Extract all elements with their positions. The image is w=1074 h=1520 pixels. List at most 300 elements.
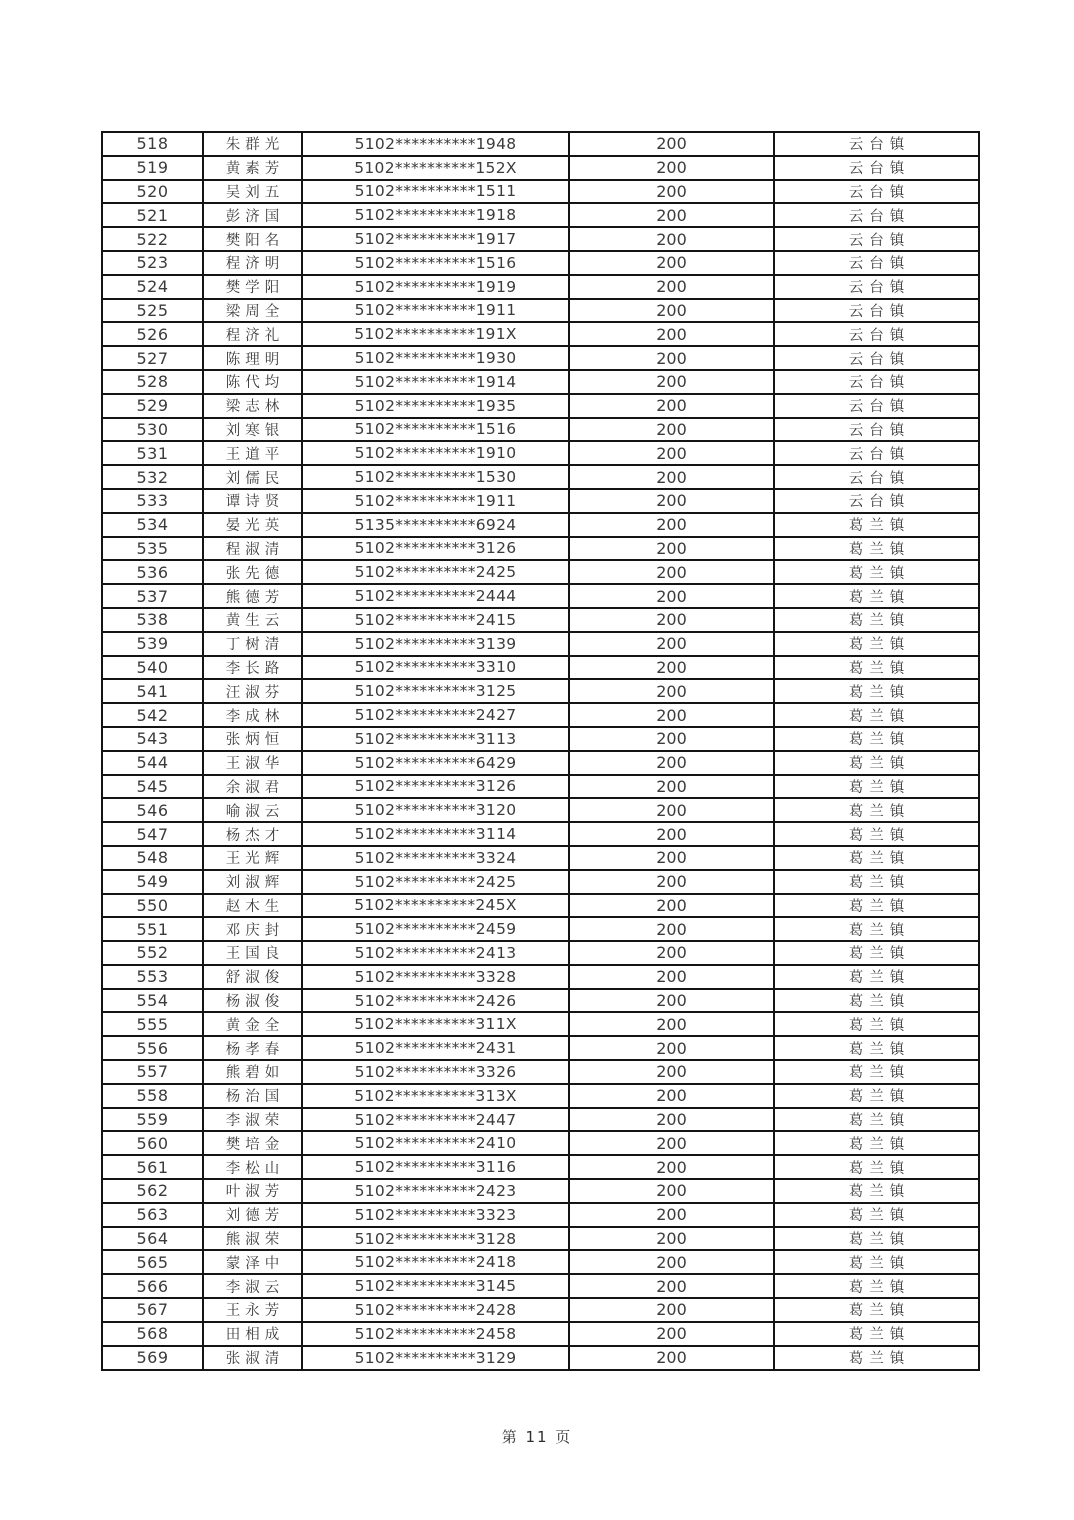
cell-amount: 200 [569, 465, 774, 489]
cell-amount: 200 [569, 822, 774, 846]
table-row [102, 1036, 979, 1060]
cell-name: 杨孝春 [203, 1036, 302, 1060]
cell-town: 云台镇 [774, 370, 979, 394]
cell-town: 云台镇 [774, 203, 979, 227]
cell-town: 云台镇 [774, 441, 979, 465]
cell-town: 云台镇 [774, 394, 979, 418]
table-row [102, 846, 979, 870]
cell-id-number: 5102**********3120 [302, 798, 569, 822]
cell-name: 余淑君 [203, 775, 302, 799]
cell-town: 云台镇 [774, 275, 979, 299]
cell-amount: 200 [569, 1012, 774, 1036]
cell-amount: 200 [569, 322, 774, 346]
cell-serial: 535 [102, 537, 203, 561]
cell-town: 葛兰镇 [774, 1036, 979, 1060]
table-row [102, 132, 979, 156]
cell-name: 黄生云 [203, 608, 302, 632]
table-row [102, 1131, 979, 1155]
table-row [102, 299, 979, 323]
cell-name: 李长路 [203, 656, 302, 680]
cell-amount: 200 [569, 180, 774, 204]
cell-town: 葛兰镇 [774, 1346, 979, 1370]
cell-town: 葛兰镇 [774, 1250, 979, 1274]
cell-name: 汪淑芬 [203, 679, 302, 703]
table-row [102, 894, 979, 918]
cell-amount: 200 [569, 703, 774, 727]
table-row [102, 679, 979, 703]
cell-amount: 200 [569, 917, 774, 941]
cell-town: 葛兰镇 [774, 679, 979, 703]
cell-name: 朱群光 [203, 132, 302, 156]
cell-id-number: 5102**********2427 [302, 703, 569, 727]
cell-serial: 548 [102, 846, 203, 870]
cell-amount: 200 [569, 299, 774, 323]
cell-amount: 200 [569, 1274, 774, 1298]
cell-id-number: 5102**********1948 [302, 132, 569, 156]
cell-town: 葛兰镇 [774, 1322, 979, 1346]
cell-id-number: 5102**********313X [302, 1084, 569, 1108]
table-row [102, 513, 979, 537]
table-row [102, 203, 979, 227]
cell-name: 梁志林 [203, 394, 302, 418]
cell-amount: 200 [569, 1203, 774, 1227]
table-row [102, 1060, 979, 1084]
cell-id-number: 5102**********3126 [302, 775, 569, 799]
cell-town: 葛兰镇 [774, 846, 979, 870]
cell-serial: 542 [102, 703, 203, 727]
cell-id-number: 5102**********2431 [302, 1036, 569, 1060]
cell-amount: 200 [569, 1346, 774, 1370]
cell-id-number: 5102**********1530 [302, 465, 569, 489]
cell-id-number: 5135**********6924 [302, 513, 569, 537]
cell-id-number: 5102**********1910 [302, 441, 569, 465]
cell-serial: 558 [102, 1084, 203, 1108]
cell-amount: 200 [569, 1131, 774, 1155]
cell-amount: 200 [569, 251, 774, 275]
cell-serial: 549 [102, 870, 203, 894]
cell-id-number: 5102**********1930 [302, 346, 569, 370]
cell-serial: 526 [102, 322, 203, 346]
cell-town: 云台镇 [774, 156, 979, 180]
cell-id-number: 5102**********1918 [302, 203, 569, 227]
cell-serial: 553 [102, 965, 203, 989]
cell-id-number: 5102**********2458 [302, 1322, 569, 1346]
cell-id-number: 5102**********1935 [302, 394, 569, 418]
cell-name: 喻淑云 [203, 798, 302, 822]
table-row [102, 418, 979, 442]
cell-town: 葛兰镇 [774, 537, 979, 561]
cell-amount: 200 [569, 275, 774, 299]
cell-name: 刘儒民 [203, 465, 302, 489]
table-row [102, 1012, 979, 1036]
cell-name: 张炳恒 [203, 727, 302, 751]
cell-serial: 531 [102, 441, 203, 465]
cell-id-number: 5102**********311X [302, 1012, 569, 1036]
cell-amount: 200 [569, 418, 774, 442]
cell-amount: 200 [569, 656, 774, 680]
cell-serial: 532 [102, 465, 203, 489]
cell-name: 叶淑芳 [203, 1179, 302, 1203]
cell-name: 王国良 [203, 941, 302, 965]
table-row [102, 608, 979, 632]
cell-serial: 560 [102, 1131, 203, 1155]
cell-amount: 200 [569, 394, 774, 418]
cell-name: 谭诗贤 [203, 489, 302, 513]
cell-town: 葛兰镇 [774, 870, 979, 894]
cell-amount: 200 [569, 227, 774, 251]
cell-name: 樊阳名 [203, 227, 302, 251]
cell-serial: 565 [102, 1250, 203, 1274]
cell-town: 云台镇 [774, 251, 979, 275]
table-row [102, 751, 979, 775]
cell-town: 葛兰镇 [774, 751, 979, 775]
cell-town: 葛兰镇 [774, 1179, 979, 1203]
table-row [102, 489, 979, 513]
table-row [102, 227, 979, 251]
cell-town: 葛兰镇 [774, 608, 979, 632]
cell-name: 王永芳 [203, 1298, 302, 1322]
cell-town: 葛兰镇 [774, 798, 979, 822]
cell-name: 王淑华 [203, 751, 302, 775]
table-row [102, 584, 979, 608]
cell-name: 张先德 [203, 560, 302, 584]
cell-amount: 200 [569, 775, 774, 799]
cell-amount: 200 [569, 537, 774, 561]
cell-name: 黄素芳 [203, 156, 302, 180]
table-row [102, 275, 979, 299]
cell-town: 云台镇 [774, 322, 979, 346]
cell-amount: 200 [569, 870, 774, 894]
cell-amount: 200 [569, 608, 774, 632]
cell-id-number: 5102**********191X [302, 322, 569, 346]
table-row [102, 1084, 979, 1108]
cell-name: 梁周全 [203, 299, 302, 323]
cell-town: 葛兰镇 [774, 1298, 979, 1322]
cell-town: 云台镇 [774, 180, 979, 204]
cell-serial: 556 [102, 1036, 203, 1060]
cell-serial: 538 [102, 608, 203, 632]
cell-name: 熊碧如 [203, 1060, 302, 1084]
cell-name: 程淑清 [203, 537, 302, 561]
table-row [102, 465, 979, 489]
cell-id-number: 5102**********2415 [302, 608, 569, 632]
table-row [102, 632, 979, 656]
table-row [102, 965, 979, 989]
cell-amount: 200 [569, 132, 774, 156]
cell-amount: 200 [569, 441, 774, 465]
cell-serial: 563 [102, 1203, 203, 1227]
table-row [102, 1108, 979, 1132]
cell-id-number: 5102**********3310 [302, 656, 569, 680]
table-row [102, 156, 979, 180]
cell-name: 彭济国 [203, 203, 302, 227]
cell-id-number: 5102**********1511 [302, 180, 569, 204]
cell-name: 樊培金 [203, 1131, 302, 1155]
cell-id-number: 5102**********2447 [302, 1108, 569, 1132]
cell-serial: 546 [102, 798, 203, 822]
cell-town: 葛兰镇 [774, 632, 979, 656]
cell-id-number: 5102**********2425 [302, 870, 569, 894]
cell-serial: 559 [102, 1108, 203, 1132]
cell-id-number: 5102**********3126 [302, 537, 569, 561]
cell-serial: 547 [102, 822, 203, 846]
cell-serial: 551 [102, 917, 203, 941]
table-row [102, 370, 979, 394]
cell-town: 云台镇 [774, 132, 979, 156]
cell-amount: 200 [569, 1155, 774, 1179]
cell-town: 葛兰镇 [774, 727, 979, 751]
cell-town: 云台镇 [774, 489, 979, 513]
cell-id-number: 5102**********1516 [302, 251, 569, 275]
cell-amount: 200 [569, 1108, 774, 1132]
table-row [102, 656, 979, 680]
table-row [102, 917, 979, 941]
table-row [102, 941, 979, 965]
cell-id-number: 5102**********1914 [302, 370, 569, 394]
table-row [102, 822, 979, 846]
cell-town: 葛兰镇 [774, 1084, 979, 1108]
table-row [102, 346, 979, 370]
cell-serial: 557 [102, 1060, 203, 1084]
cell-town: 葛兰镇 [774, 1060, 979, 1084]
cell-serial: 522 [102, 227, 203, 251]
cell-amount: 200 [569, 346, 774, 370]
table-row [102, 798, 979, 822]
cell-serial: 566 [102, 1274, 203, 1298]
cell-serial: 528 [102, 370, 203, 394]
cell-id-number: 5102**********3129 [302, 1346, 569, 1370]
cell-id-number: 5102**********3326 [302, 1060, 569, 1084]
cell-amount: 200 [569, 513, 774, 537]
cell-id-number: 5102**********3324 [302, 846, 569, 870]
cell-serial: 568 [102, 1322, 203, 1346]
cell-id-number: 5102**********2418 [302, 1250, 569, 1274]
cell-serial: 561 [102, 1155, 203, 1179]
cell-id-number: 5102**********3323 [302, 1203, 569, 1227]
cell-id-number: 5102**********2426 [302, 989, 569, 1013]
table-row [102, 1322, 979, 1346]
cell-serial: 540 [102, 656, 203, 680]
cell-id-number: 5102**********2413 [302, 941, 569, 965]
cell-name: 刘德芳 [203, 1203, 302, 1227]
cell-serial: 567 [102, 1298, 203, 1322]
cell-serial: 536 [102, 560, 203, 584]
beneficiary-table [101, 131, 980, 1371]
cell-name: 田相成 [203, 1322, 302, 1346]
cell-town: 葛兰镇 [774, 941, 979, 965]
cell-id-number: 5102**********245X [302, 894, 569, 918]
cell-town: 葛兰镇 [774, 703, 979, 727]
cell-id-number: 5102**********2423 [302, 1179, 569, 1203]
cell-name: 邓庆封 [203, 917, 302, 941]
cell-name: 李松山 [203, 1155, 302, 1179]
cell-name: 王道平 [203, 441, 302, 465]
cell-id-number: 5102**********3328 [302, 965, 569, 989]
table-row [102, 1346, 979, 1370]
cell-amount: 200 [569, 1084, 774, 1108]
cell-amount: 200 [569, 894, 774, 918]
cell-id-number: 5102**********1917 [302, 227, 569, 251]
cell-name: 舒淑俊 [203, 965, 302, 989]
cell-name: 杨淑俊 [203, 989, 302, 1013]
table-row [102, 180, 979, 204]
table-row [102, 775, 979, 799]
cell-id-number: 5102**********3125 [302, 679, 569, 703]
cell-serial: 555 [102, 1012, 203, 1036]
cell-name: 陈理明 [203, 346, 302, 370]
cell-town: 葛兰镇 [774, 989, 979, 1013]
cell-town: 葛兰镇 [774, 1155, 979, 1179]
cell-town: 葛兰镇 [774, 584, 979, 608]
cell-serial: 552 [102, 941, 203, 965]
cell-serial: 529 [102, 394, 203, 418]
cell-serial: 554 [102, 989, 203, 1013]
cell-name: 杨治国 [203, 1084, 302, 1108]
table-row [102, 1155, 979, 1179]
table-row [102, 394, 979, 418]
cell-serial: 541 [102, 679, 203, 703]
table-row [102, 989, 979, 1013]
cell-amount: 200 [569, 1250, 774, 1274]
cell-town: 云台镇 [774, 227, 979, 251]
table-row [102, 1298, 979, 1322]
table-row [102, 1203, 979, 1227]
cell-town: 葛兰镇 [774, 1012, 979, 1036]
cell-serial: 537 [102, 584, 203, 608]
cell-amount: 200 [569, 489, 774, 513]
cell-amount: 200 [569, 679, 774, 703]
cell-town: 葛兰镇 [774, 513, 979, 537]
cell-id-number: 5102**********2428 [302, 1298, 569, 1322]
table-row [102, 537, 979, 561]
cell-amount: 200 [569, 560, 774, 584]
cell-serial: 534 [102, 513, 203, 537]
cell-id-number: 5102**********2459 [302, 917, 569, 941]
cell-name: 张淑清 [203, 1346, 302, 1370]
cell-id-number: 5102**********1919 [302, 275, 569, 299]
cell-town: 葛兰镇 [774, 560, 979, 584]
table-row [102, 703, 979, 727]
cell-id-number: 5102**********3128 [302, 1227, 569, 1251]
table-row [102, 441, 979, 465]
table-row [102, 1274, 979, 1298]
cell-town: 云台镇 [774, 465, 979, 489]
cell-serial: 545 [102, 775, 203, 799]
cell-name: 程济礼 [203, 322, 302, 346]
table-row [102, 727, 979, 751]
cell-name: 熊淑荣 [203, 1227, 302, 1251]
table-container [101, 131, 978, 1371]
cell-name: 黄金全 [203, 1012, 302, 1036]
cell-name: 王光辉 [203, 846, 302, 870]
cell-amount: 200 [569, 989, 774, 1013]
cell-town: 葛兰镇 [774, 656, 979, 680]
cell-amount: 200 [569, 1227, 774, 1251]
cell-amount: 200 [569, 203, 774, 227]
table-row [102, 560, 979, 584]
table-row [102, 870, 979, 894]
page-number: 第 11 页 [501, 1428, 573, 1446]
cell-serial: 524 [102, 275, 203, 299]
table-row [102, 1179, 979, 1203]
cell-id-number: 5102**********3145 [302, 1274, 569, 1298]
cell-town: 葛兰镇 [774, 894, 979, 918]
cell-amount: 200 [569, 1036, 774, 1060]
cell-amount: 200 [569, 156, 774, 180]
cell-name: 刘寒银 [203, 418, 302, 442]
cell-amount: 200 [569, 584, 774, 608]
table-row [102, 1227, 979, 1251]
cell-town: 葛兰镇 [774, 775, 979, 799]
cell-amount: 200 [569, 727, 774, 751]
cell-serial: 518 [102, 132, 203, 156]
cell-amount: 200 [569, 632, 774, 656]
cell-name: 程济明 [203, 251, 302, 275]
cell-name: 樊学阳 [203, 275, 302, 299]
cell-id-number: 5102**********1911 [302, 299, 569, 323]
cell-id-number: 5102**********2425 [302, 560, 569, 584]
cell-amount: 200 [569, 370, 774, 394]
cell-serial: 543 [102, 727, 203, 751]
cell-serial: 544 [102, 751, 203, 775]
cell-serial: 530 [102, 418, 203, 442]
cell-id-number: 5102**********2444 [302, 584, 569, 608]
cell-town: 葛兰镇 [774, 1203, 979, 1227]
cell-amount: 200 [569, 1179, 774, 1203]
cell-amount: 200 [569, 1322, 774, 1346]
cell-serial: 523 [102, 251, 203, 275]
cell-id-number: 5102**********2410 [302, 1131, 569, 1155]
cell-serial: 539 [102, 632, 203, 656]
cell-id-number: 5102**********1516 [302, 418, 569, 442]
cell-serial: 521 [102, 203, 203, 227]
cell-id-number: 5102**********1911 [302, 489, 569, 513]
cell-name: 熊德芳 [203, 584, 302, 608]
cell-amount: 200 [569, 798, 774, 822]
cell-amount: 200 [569, 941, 774, 965]
cell-name: 李淑云 [203, 1274, 302, 1298]
cell-id-number: 5102**********3139 [302, 632, 569, 656]
table-row [102, 251, 979, 275]
cell-town: 云台镇 [774, 346, 979, 370]
cell-name: 李淑荣 [203, 1108, 302, 1132]
cell-serial: 550 [102, 894, 203, 918]
cell-name: 杨杰才 [203, 822, 302, 846]
cell-serial: 533 [102, 489, 203, 513]
cell-name: 晏光英 [203, 513, 302, 537]
cell-serial: 562 [102, 1179, 203, 1203]
cell-id-number: 5102**********3116 [302, 1155, 569, 1179]
cell-name: 刘淑辉 [203, 870, 302, 894]
cell-town: 云台镇 [774, 418, 979, 442]
cell-town: 葛兰镇 [774, 965, 979, 989]
table-body [102, 132, 979, 1370]
cell-town: 葛兰镇 [774, 1274, 979, 1298]
cell-name: 赵木生 [203, 894, 302, 918]
table-row [102, 322, 979, 346]
table-row [102, 1250, 979, 1274]
cell-town: 葛兰镇 [774, 1108, 979, 1132]
cell-town: 葛兰镇 [774, 917, 979, 941]
cell-town: 葛兰镇 [774, 822, 979, 846]
cell-town: 云台镇 [774, 299, 979, 323]
cell-serial: 569 [102, 1346, 203, 1370]
cell-name: 李成林 [203, 703, 302, 727]
cell-serial: 525 [102, 299, 203, 323]
cell-name: 蒙泽中 [203, 1250, 302, 1274]
cell-town: 葛兰镇 [774, 1131, 979, 1155]
cell-id-number: 5102**********6429 [302, 751, 569, 775]
